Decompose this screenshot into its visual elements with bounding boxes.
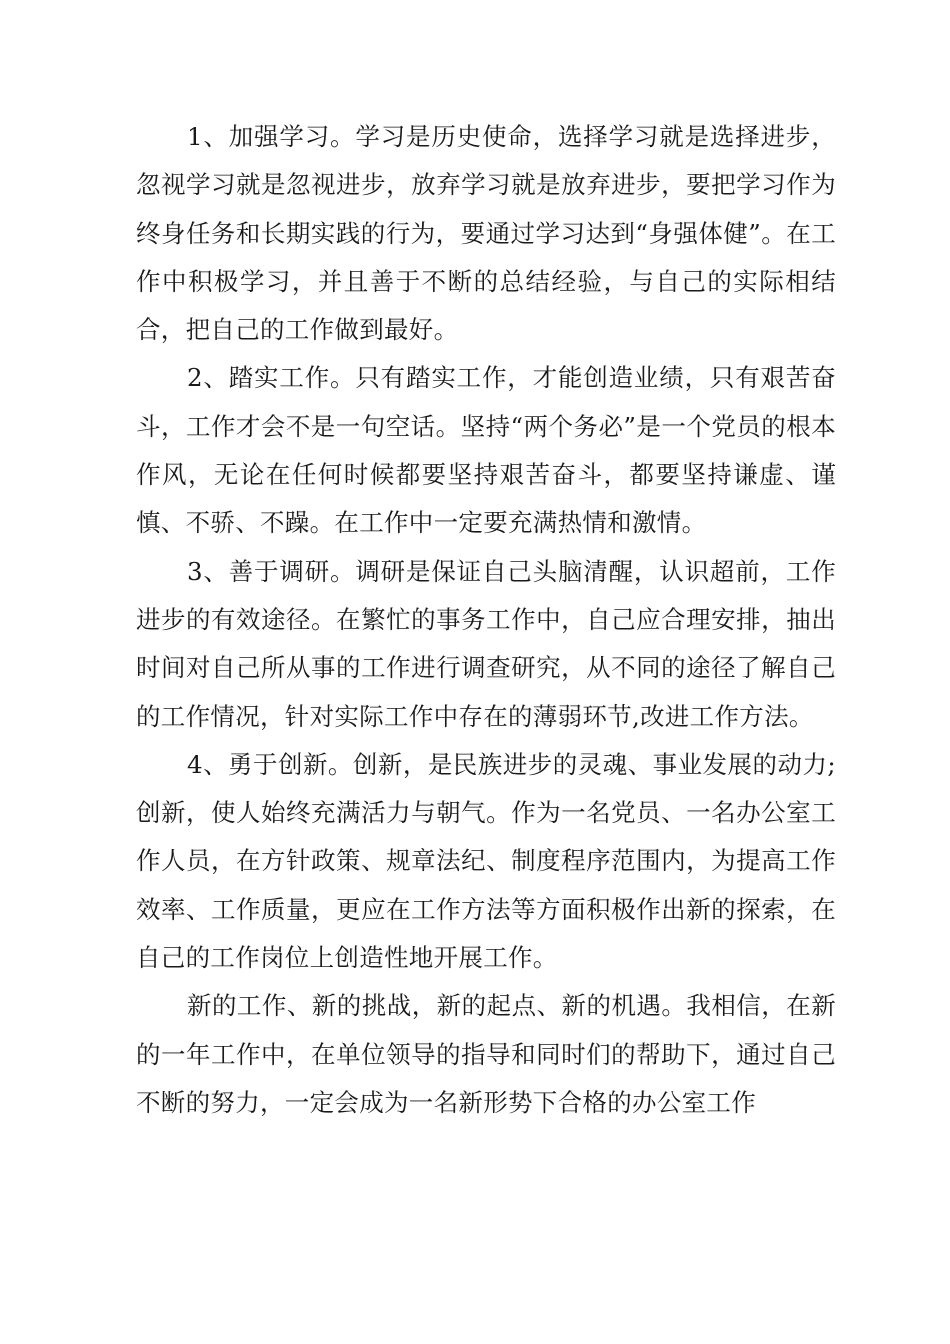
document-body [136, 113, 836, 1127]
paragraph-work: 2、踏实工作。只有踏实工作，才能创造业绩，只有艰苦奋斗，工作才会不是一句空话。坚持“两个务必”是一个党员的根本作风，无论在任何时候都要坚持艰苦奋斗，都要坚持谦虚、谨慎、不骄、不躁。在工作中一定要充满热情和激情。 [136, 363, 836, 538]
paragraph-innovation: 4、勇于创新。创新，是民族进步的灵魂、事业发展的动力;创新，使人始终充满活力与朝气。作为一名党员、一名办公室工作人员，在方针政策、规章法纪、制度程序范围内，为提高工作效率、工作质量，更应在工作方法等方面积极作出新的探索，在自己的工作岗位上创造性地开展工作。 [136, 749, 836, 973]
paragraph-research: 3、善于调研。调研是保证自己头脑清醒，认识超前，工作进步的有效途径。在繁忙的事务工作中，自己应合理安排，抽出时间对自己所从事的工作进行调查研究，从不同的途径了解自己的工作情况，针对实际工作中存在的薄弱环节,改进工作方法。 [136, 556, 836, 731]
paragraph-conclusion: 新的工作、新的挑战，新的起点、新的机遇。我相信，在新的一年工作中，在单位领导的指导和同时们的帮助下，通过自己不断的努力，一定会成为一名新形势下合格的办公室工作 [136, 991, 836, 1117]
paragraph-study: 1、加强学习。学习是历史使命，选择学习就是选择进步，忽视学习就是忽视进步，放弃学习就是放弃进步，要把学习作为终身任务和长期实践的行为，要通过学习达到“身强体健”。在工作中积极学习，并且善于不断的总结经验，与自己的实际相结合，把自己的工作做到最好。 [136, 122, 836, 345]
